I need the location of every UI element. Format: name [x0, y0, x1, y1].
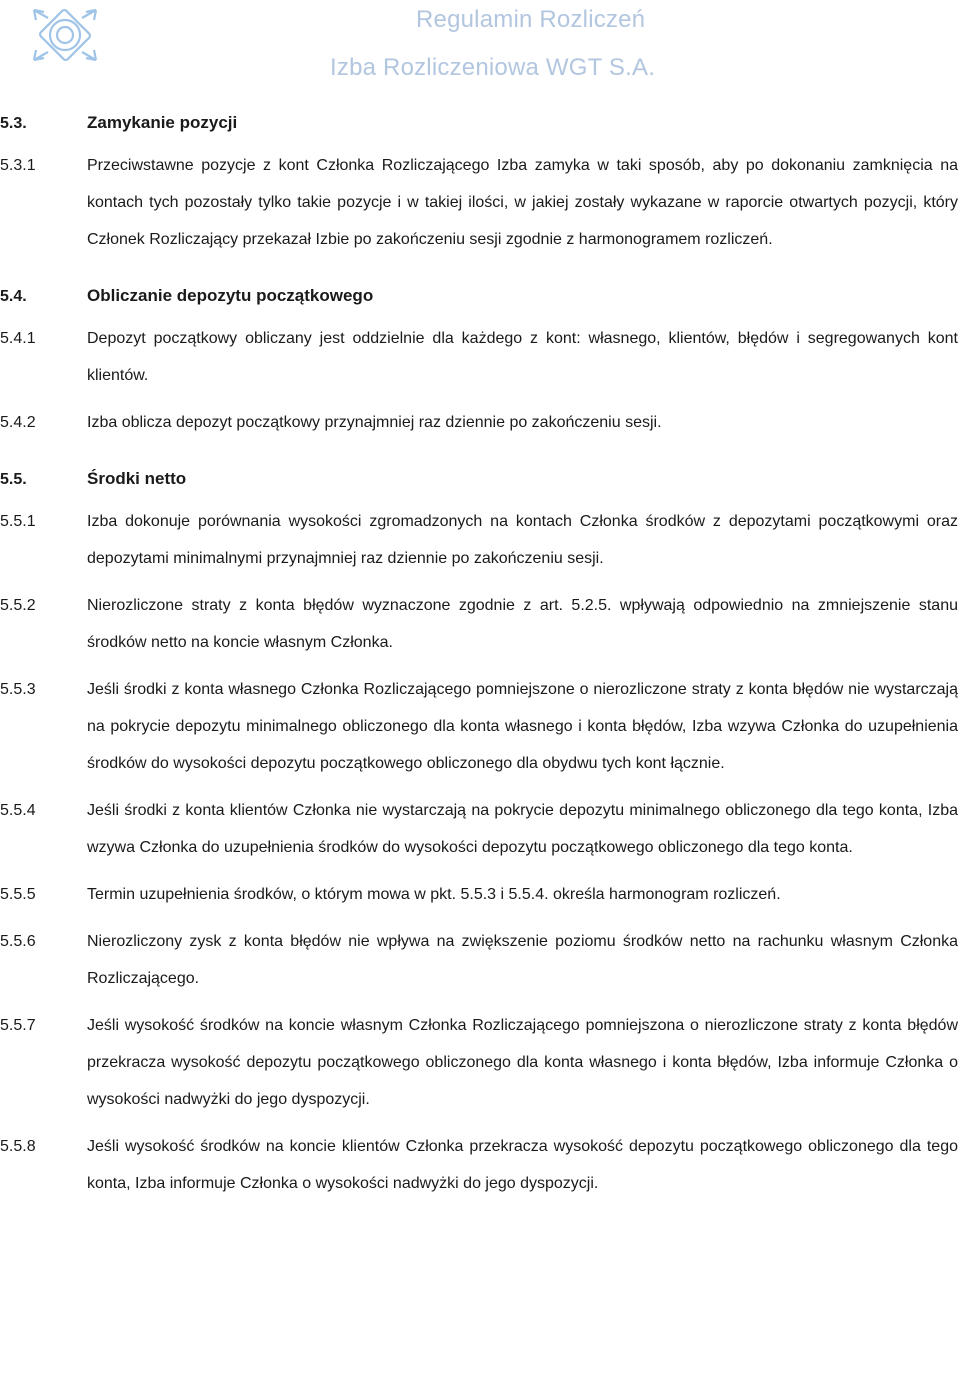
paragraph [0, 1007, 960, 1118]
paragraph-text: Jeśli wysokość środków na koncie własnym Członka Rozliczającego pomniejszona o nierozliczone straty z konta błędów przekracza wysokość depozytu początkowego obliczonego dla konta własnego i konta błędów, Izba informuje Członka o wysokości nadwyżki do jego dyspozycji. [87, 1017, 958, 1108]
paragraph [0, 320, 960, 394]
paragraph-text: Termin uzupełnienia środków, o którym mowa w pkt. 5.5.3 i 5.5.4. określa harmonogram rozliczeń. [87, 886, 781, 903]
paragraph-text: Depozyt początkowy obliczany jest oddzielnie dla każdego z kont: własnego, klientów, błędów i segregowanych kont klientów. [87, 330, 958, 384]
paragraph-number: 5.5.2 [0, 597, 36, 614]
paragraph-number: 5.3.1 [0, 157, 36, 174]
paragraph [0, 792, 960, 866]
section-title: Środki netto [87, 469, 187, 488]
paragraph-number: 5.5.4 [0, 802, 36, 819]
paragraph-number: 5.5.5 [0, 886, 36, 903]
paragraph [0, 147, 960, 258]
section-number: 5.4. [0, 288, 27, 305]
paragraph [0, 671, 960, 782]
paragraph-number: 5.5.3 [0, 681, 36, 698]
paragraph-text: Izba dokonuje porównania wysokości zgromadzonych na kontach Członka środków z depozytami początkowymi oraz depozytami minimalnymi przynajmniej raz dziennie po zakończeniu sesji. [87, 513, 958, 567]
section-heading [0, 469, 960, 489]
paragraph-number: 5.5.6 [0, 933, 36, 950]
paragraph [0, 587, 960, 661]
paragraph-text: Nierozliczony zysk z konta błędów nie wpływa na zwiększenie poziomu środków netto na rachunku własnym Członka Rozliczającego. [87, 933, 958, 987]
paragraph-number: 5.5.8 [0, 1138, 36, 1155]
section-heading [0, 286, 960, 306]
section-number: 5.5. [0, 471, 27, 488]
section-title: Obliczanie depozytu początkowego [87, 286, 374, 305]
paragraph-text: Przeciwstawne pozycje z kont Członka Rozliczającego Izba zamyka w taki sposób, aby po dokonaniu zamknięcia na kontach tych pozostały tylko takie pozycje i w takiej ilości, w jakiej zostały wykazane w raporcie otwartych pozycji, który Członek Rozliczający przekazał Izbie po zakończeniu sesji zgodnie z harmonogramem rozliczeń. [87, 157, 958, 248]
paragraph-number: 5.4.1 [0, 330, 36, 347]
section-heading [0, 113, 960, 133]
paragraph [0, 876, 960, 913]
paragraph-text: Jeśli wysokość środków na koncie klientów Członka przekracza wysokość depozytu początkowego obliczonego dla tego konta, Izba informuje Członka o wysokości nadwyżki do jego dyspozycji. [87, 1138, 958, 1192]
paragraph-number: 5.5.7 [0, 1017, 36, 1034]
paragraph-number: 5.4.2 [0, 414, 36, 431]
paragraph-number: 5.5.1 [0, 513, 36, 530]
gear-arrows-logo-icon [28, 4, 102, 66]
paragraph-text: Jeśli środki z konta klientów Członka nie wystarczają na pokrycie depozytu minimalnego obliczonego dla tego konta, Izba wzywa Członka do uzupełnienia środków do wysokości depozytu początkowego obliczonego dla tego konta. [87, 802, 958, 856]
paragraph-text: Izba oblicza depozyt początkowy przynajmniej raz dziennie po zakończeniu sesji. [87, 414, 662, 431]
paragraph [0, 404, 960, 441]
header-subtitle: Izba Rozliczeniowa WGT S.A. [330, 54, 656, 81]
header-title: Regulamin Rozliczeń [416, 6, 646, 33]
document-header [240, 0, 960, 90]
document-body [0, 113, 960, 1202]
paragraph-text: Jeśli środki z konta własnego Członka Rozliczającego pomniejszone o nierozliczone straty z konta błędów nie wystarczają na pokrycie depozytu minimalnego obliczonego dla konta własnego i konta błędów, Izba wzywa Członka do uzupełnienia środków do wysokości depozytu początkowego obliczonego dla obydwu tych kont łącznie. [87, 681, 958, 772]
paragraph [0, 1128, 960, 1202]
paragraph-text: Nierozliczone straty z konta błędów wyznaczone zgodnie z art. 5.2.5. wpływają odpowiednio na zmniejszenie stanu środków netto na koncie własnym Członka. [87, 597, 958, 651]
section-number: 5.3. [0, 115, 27, 132]
section-title: Zamykanie pozycji [87, 113, 238, 132]
paragraph [0, 923, 960, 997]
paragraph [0, 503, 960, 577]
